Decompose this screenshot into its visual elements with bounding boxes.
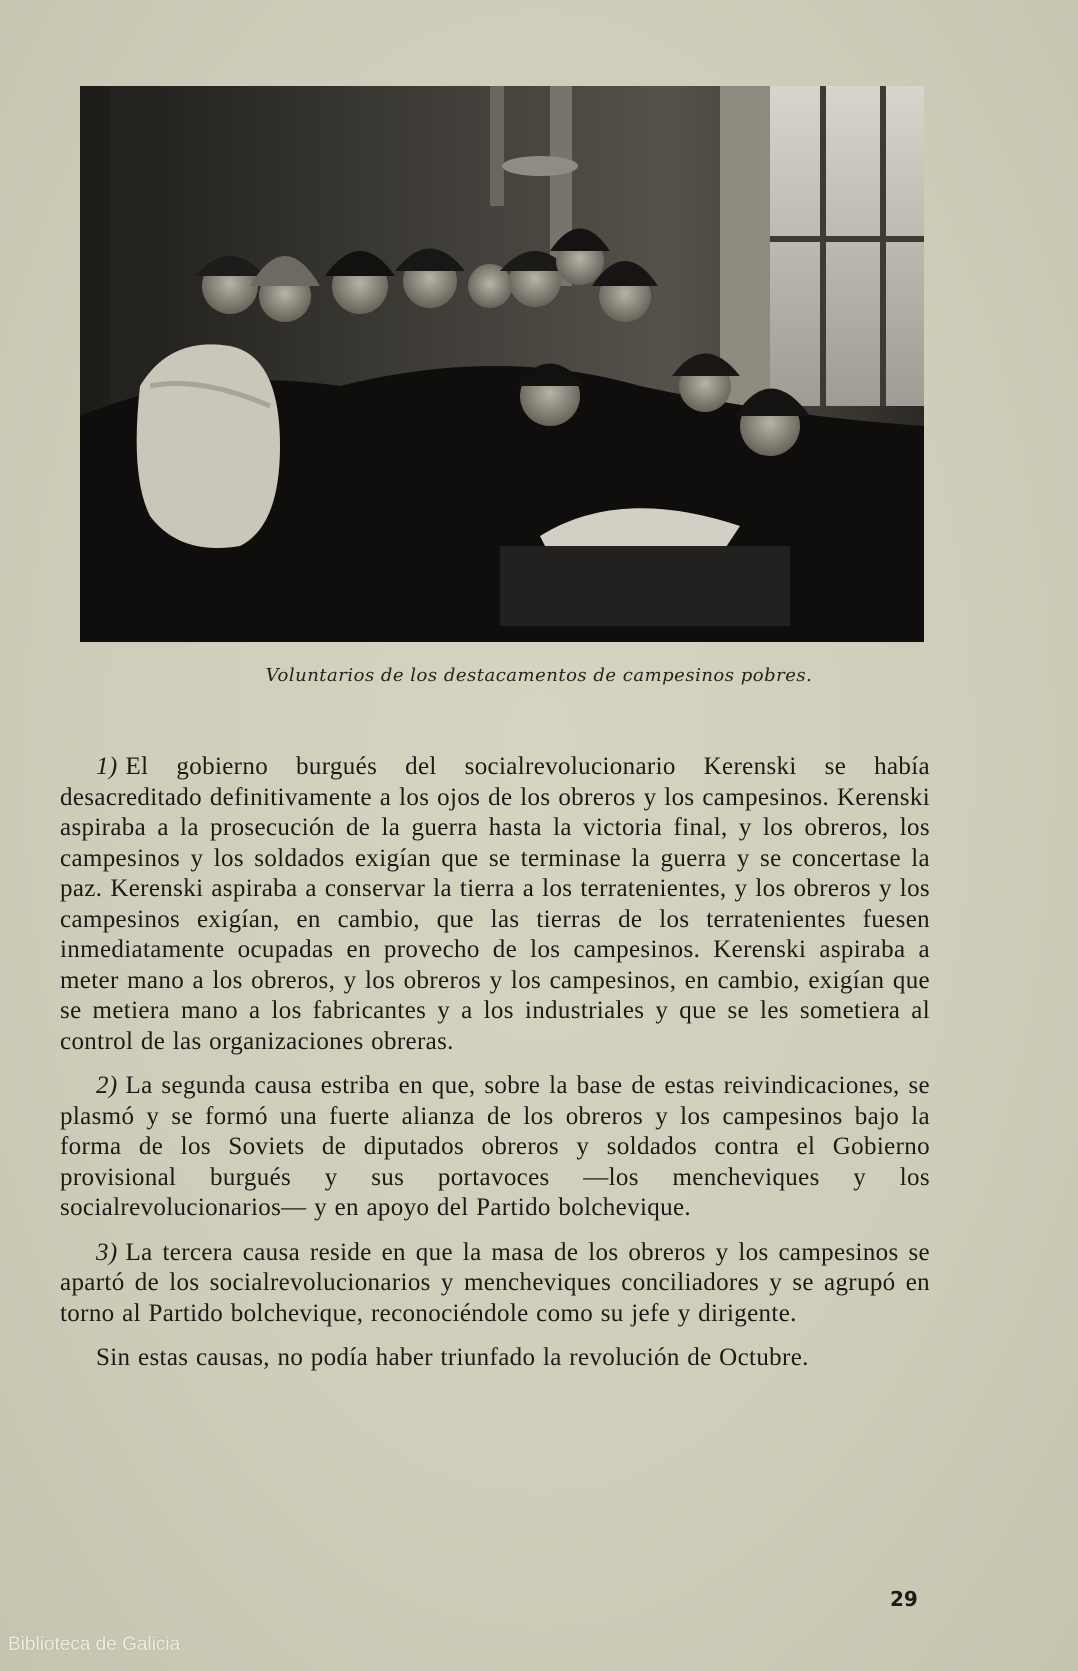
body-text [60, 752, 930, 1388]
library-watermark: Biblioteca de Galicia [8, 1634, 181, 1655]
paragraph-text: La tercera causa reside en que la masa de los obreros y los campesinos se apartó de los socialrevolucionarios y mencheviques conciliadores y se agrupó en torno al Partido bolchevique, reconociéndole como su jefe y dirigente. [60, 1238, 930, 1327]
paragraph-4 [60, 1343, 930, 1374]
paragraph-text: Sin estas causas, no podía haber triunfado la revolución de Octubre. [96, 1344, 809, 1371]
paragraph-number: 1) [96, 753, 118, 780]
photo-caption: Voluntarios de los destacamentos de campesinos pobres. [265, 665, 813, 686]
paragraph-number: 3) [96, 1238, 118, 1266]
paragraph-2 [60, 1071, 930, 1224]
paragraph-text: La segunda causa estriba en que, sobre la base de estas reivindicaciones, se plasmó y se formó una fuerte alianza de los obreros y los campesinos bajo la forma de los Soviets de diputados obreros y soldados contra el Gobierno provisional burgués y sus portavoces —los mencheviques y los socialrevolucionarios— y en apoyo del Partido bolchevique. [60, 1072, 930, 1221]
photograph [80, 86, 924, 642]
page-number: 29 [890, 1587, 918, 1611]
photograph-image [80, 86, 924, 642]
paragraph-1 [60, 752, 930, 1057]
paragraph-number: 2) [96, 1072, 118, 1099]
paragraph-text: El gobierno burgués del socialrevolucionario Kerenski se había desacreditado definitivamente a los ojos de los obreros y los campesinos. Kerenski aspiraba a la prosecución de la guerra hasta la victoria final, y los obreros, los campesinos y los soldados exigían que se terminase la guerra y se concertase la paz. Kerenski aspiraba a conservar la tierra a los terratenientes, y los obreros y los campesinos exigían, en cambio, que las tierras de los terratenientes fuesen inmediatamente ocupadas en provecho de los campesinos. Kerenski aspiraba a meter mano a los obreros, y los obreros y los campesinos, en cambio, exigían que se metiera mano a los fabricantes y a los industriales y que se les sometiera al control de las organizaciones obreras. [60, 753, 930, 1055]
paragraph-3 [60, 1238, 930, 1330]
